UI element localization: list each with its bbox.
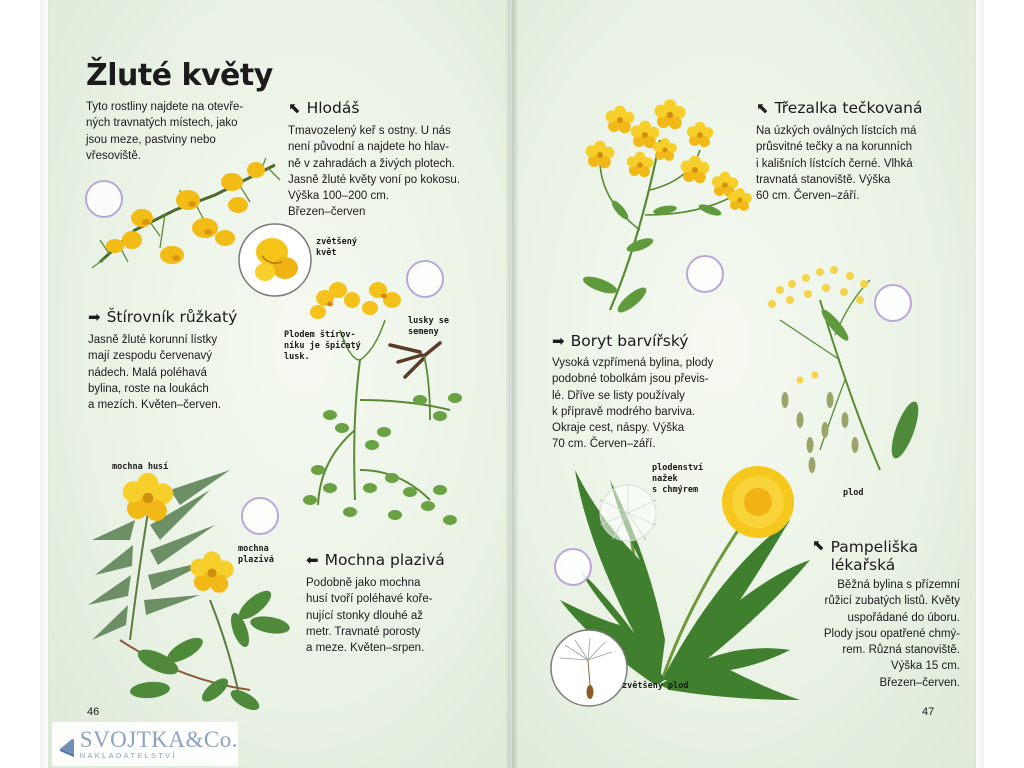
species-name: Pampeliška lékařská: [830, 538, 919, 574]
enlarged-flower-inset: [239, 224, 311, 296]
figure-label: lusky se semeny: [408, 316, 449, 337]
enlarged-fruit-inset: [551, 630, 627, 706]
checkbox-circle-hlodas[interactable]: [85, 180, 123, 218]
checkbox-circle-trezalka[interactable]: [686, 255, 724, 293]
logo-name: SVOJTKA&Co.: [79, 726, 238, 752]
figure-label: plod: [843, 488, 864, 498]
figure-label: mochna husí: [112, 462, 169, 472]
figure-label: zvětšený plod: [622, 681, 689, 691]
checkbox-circle-mochna[interactable]: [241, 497, 279, 535]
figure-label: plodenství nažek s chmýrem: [652, 463, 704, 495]
section-heading-trezalka: [756, 99, 922, 117]
section-heading-hlodas: [288, 99, 359, 117]
species-description: Vysoká vzpřímená bylina, plody podobné tobolkám jsou převis- lé. Dříve se listy používaly k přípravě modrého barviva. Okraje cest, náspy. Výška 70 cm. Červen–září.: [552, 357, 714, 451]
species-description: Tmavozelený keř s ostny. U nás není původní a najdete ho hlav- ně v zahradách a živých plotech. Jasně žluté květy voní po kokosu. Výška 100–200 cm. Březen–červen: [288, 125, 460, 219]
species-name: Hlodáš: [306, 99, 360, 117]
arrow-up-left-icon: ⬉: [812, 536, 825, 554]
st-johns-wort-illustration: [581, 99, 752, 316]
section-heading-boryt: [552, 332, 688, 350]
species-name: Boryt barvířský: [570, 332, 689, 350]
figure-label: mochna plazivá: [238, 544, 274, 565]
section-heading-mochna: [306, 551, 445, 569]
checkbox-circle-stirovnik[interactable]: [406, 260, 444, 298]
page-number: 47: [922, 706, 935, 718]
species-description: Na úzkých oválných lístcích má průsvitné tečky a na korunních i kališních lístcích černé. Vlhká travnatá stanoviště. Výška 60 cm. Červen–září.: [756, 125, 917, 203]
arrow-left-icon: ⬅: [306, 550, 319, 569]
checkbox-circle-boryt[interactable]: [874, 284, 912, 322]
figure-label: zvětšený květ: [316, 237, 357, 258]
publisher-logo: [52, 722, 238, 766]
species-description: Jasně žluté korunní lístky mají zespodu červenavý nádech. Malá poléhavá bylina, roste na loukách a mezích. Květen–červen.: [88, 334, 221, 412]
page-title: Žluté květy: [86, 58, 273, 93]
arrow-right-icon: ➡: [552, 331, 565, 350]
arrow-right-icon: ➡: [88, 307, 101, 326]
figure-label: Plodem štírov- níku je špičatý lusk.: [284, 330, 361, 362]
arrow-up-left-icon: ⬉: [756, 98, 769, 117]
intro-text: Tyto rostliny najdete na otevře- ných travnatých místech, jako jsou meze, pastviny nebo vřesoviště.: [86, 101, 244, 162]
species-name: Mochna plazivá: [324, 551, 445, 569]
page-number: 46: [87, 706, 100, 718]
book-icon: [58, 731, 74, 757]
checkbox-circle-pampeliska[interactable]: [554, 548, 592, 586]
section-heading-pampeliska: [812, 538, 918, 574]
species-name: Štírovník růžkatý: [106, 308, 238, 326]
species-description: Podobně jako mochna husí tvoří poléhavé koře- nující stonky dlouhé až metr. Travnaté porosty a meze. Květen–srpen.: [306, 577, 433, 655]
species-description: Běžná bylina s přízemní růžicí zubatých listů. Květy uspořádané do úboru. Plody jsou opatřené chmý- rem. Různá stanoviště. Výška 15 cm. Březen–červen.: [823, 579, 960, 689]
species-name: Třezalka tečkovaná: [774, 99, 923, 117]
section-heading-stirovnik: [88, 308, 237, 326]
logo-subtitle: NAKLADATELSTVÍ: [79, 750, 177, 760]
arrow-up-left-icon: ⬉: [288, 98, 301, 117]
